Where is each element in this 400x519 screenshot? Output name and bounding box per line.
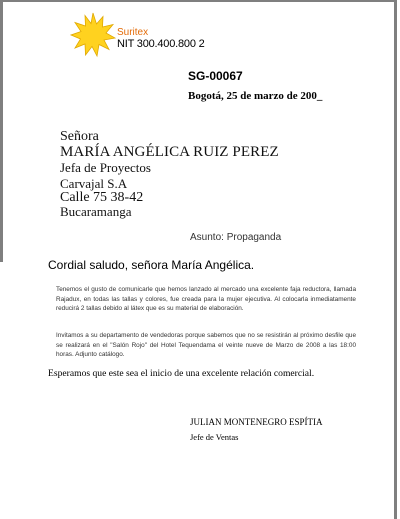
body-paragraph: Invitamos a su departamento de vendedoras porque sabemos que no se resistirán al próximo desfile que se realizará en el "Salón Rojo" del Hotel Tequendama el veinte nueve de Marzo de 2008 a las 18:00 horas. Adjunto catálogo. bbox=[56, 332, 356, 358]
body-paragraph: Tenemos el gusto de comunicarle que hemos lanzado al mercado una excelente faja reductora, llamada Rajadux, en todas las tallas y colores, fue creada para la mujer ejecutiva. Al colocarla inmediatamente reducirá 2 tallas debido al látex que es su material de elaboración. bbox=[56, 286, 356, 312]
recipient-position: Jefa de Proyectos bbox=[60, 160, 151, 175]
recipient-company: Carvajal S.A bbox=[60, 176, 128, 191]
star-logo-icon bbox=[70, 12, 116, 58]
recipient-address: Calle 75 38-42 bbox=[60, 190, 144, 205]
salutation: Cordial saludo, señora María Angélica. bbox=[48, 258, 255, 272]
signer-position: Jefe de Ventas bbox=[190, 432, 239, 442]
closing-line: Esperamos que este sea el inicio de una excelente relación comercial. bbox=[48, 368, 315, 379]
subject-line: Asunto: Propaganda bbox=[190, 232, 282, 243]
letter-date: Bogotá, 25 de marzo de 200_ bbox=[188, 90, 323, 102]
page-border-top bbox=[0, 0, 400, 2]
reference-number: SG-00067 bbox=[188, 69, 243, 83]
recipient-name: MARÍA ANGÉLICA RUIZ PEREZ bbox=[60, 144, 279, 160]
recipient-city: Bucaramanga bbox=[60, 204, 132, 219]
company-nit: NIT 300.400.800 2 bbox=[117, 38, 205, 50]
signer-name: JULIAN MONTENEGRO ESPÍTIA bbox=[190, 417, 323, 427]
recipient-title: Señora bbox=[60, 129, 99, 144]
page-border-left bbox=[0, 0, 3, 262]
company-name: Suritex bbox=[117, 27, 149, 38]
